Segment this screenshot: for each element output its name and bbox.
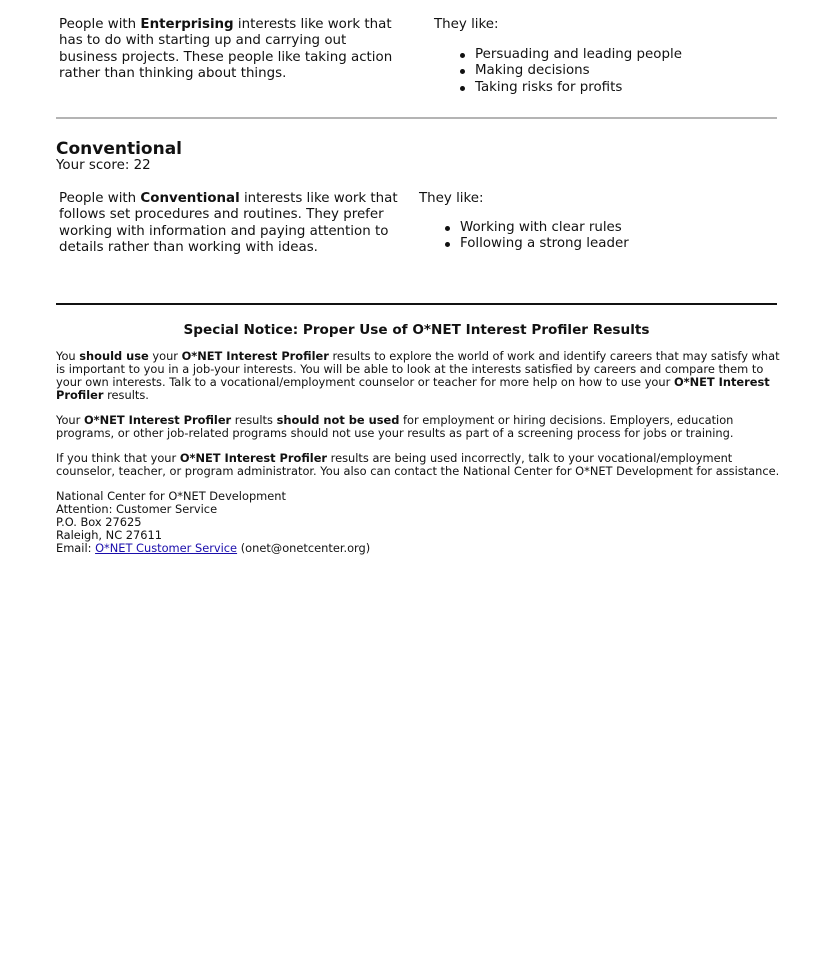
bold-text: O*NET Interest Profiler (83, 413, 232, 427)
customer-service-link[interactable]: O*NET Customer Service (95, 541, 238, 555)
text: Your (56, 413, 84, 427)
address-line: National Center for O*NET Development (56, 489, 286, 503)
contact-address (56, 490, 370, 555)
bold-text: should not be used (276, 413, 400, 427)
section-title-conventional: Conventional (56, 139, 183, 159)
notice-paragraph-2 (56, 414, 782, 440)
conventional-they-like-label: They like: (419, 191, 484, 206)
bold-text: O*NET Interest Profiler (179, 451, 328, 465)
list-item: Making decisions (475, 63, 682, 79)
text: results to explore the world of work and identify careers that may satisfy what is important to you in a job-your interests. You will be able to look at the interests satisfied by careers and compare them to your own interests. Talk to a vocational/employment counselor or teacher for more help on how to use your (56, 349, 780, 389)
notice-paragraph-1 (56, 350, 782, 402)
email-line (56, 542, 370, 555)
bold-text: O*NET Interest Profiler (56, 375, 770, 402)
list-item: Working with clear rules (460, 220, 629, 236)
conventional-desc-text-rest: interests like work that follows set procedures and routines. They prefer working with information and paying attention to details rather than working with ideas. (59, 191, 398, 255)
address-line: P.O. Box 27625 (56, 515, 142, 529)
notice-title: Special Notice: Proper Use of O*NET Interest Profiler Results (183, 322, 650, 338)
list-item: Following a strong leader (460, 236, 629, 252)
conventional-desc-bold: Conventional (140, 191, 240, 206)
conventional-likes-list (460, 220, 629, 253)
notice-divider (56, 303, 777, 305)
text: results (231, 413, 277, 427)
enterprising-desc-bold: Enterprising (140, 17, 234, 32)
email-label: Email: (56, 541, 96, 555)
bold-text: should use (79, 349, 149, 363)
text: results. (103, 388, 149, 402)
list-item: Persuading and leading people (475, 47, 682, 62)
email-address: (onet@onetcenter.org) (237, 541, 371, 555)
text: If you think that your (56, 451, 180, 465)
conventional-score: Your score: 22 (56, 158, 151, 173)
notice-paragraph-3 (56, 452, 782, 478)
enterprising-desc-text-rest: interests like work that has to do with starting up and carrying out business projects. These people like taking action rather than thinking about things. (59, 17, 393, 81)
enterprising-desc-text: People with (59, 17, 141, 32)
section-divider (56, 117, 777, 119)
text: your (148, 349, 182, 363)
list-item: Taking risks for profits (475, 80, 682, 96)
enterprising-likes-list (475, 47, 682, 96)
text: You (56, 349, 80, 363)
bold-text: O*NET Interest Profiler (181, 349, 329, 363)
address-line: Attention: Customer Service (56, 502, 218, 516)
conventional-desc-text: People with (59, 191, 141, 206)
enterprising-they-like-label: They like: (434, 17, 499, 32)
text: results are being used incorrectly, talk to your vocational/employment counselor, teacher, or program administrator. You also can contact the National Center for O*NET Development for assistance. (56, 451, 780, 478)
text: for employment or hiring decisions. Employers, education programs, or other job-related programs should not use your results as part of a screening process for jobs or training. (56, 413, 734, 440)
conventional-description (59, 191, 404, 256)
enterprising-description (59, 17, 404, 82)
address-line: Raleigh, NC 27611 (56, 528, 163, 542)
